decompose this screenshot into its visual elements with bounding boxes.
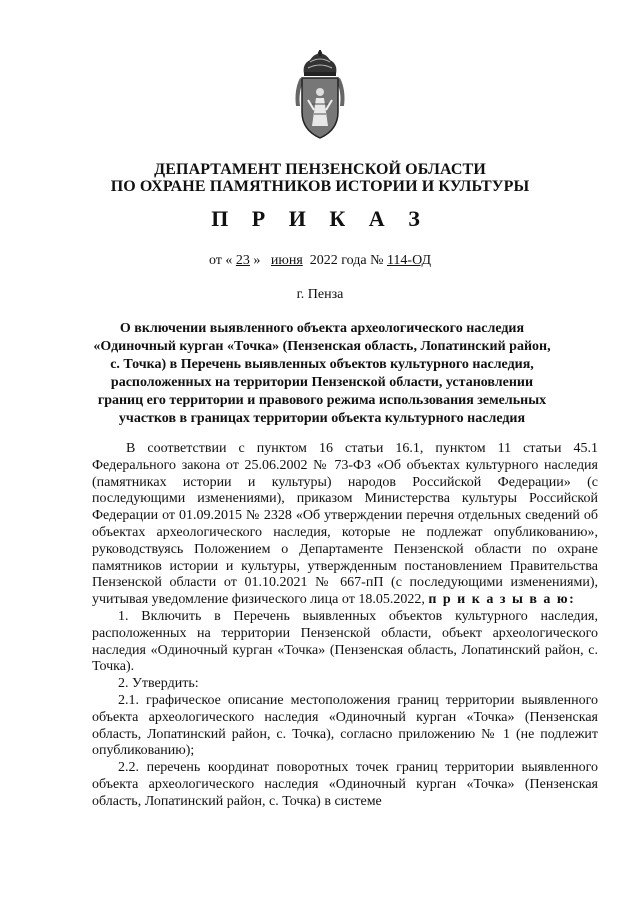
date-day: 23 bbox=[235, 253, 250, 268]
city-name: г. Пенза bbox=[296, 287, 344, 302]
department-name-line2: ПО ОХРАНЕ ПАМЯТНИКОВ ИСТОРИИ И КУЛЬТУРЫ bbox=[110, 178, 530, 195]
order-item-2: 2. Утвердить: bbox=[118, 676, 199, 692]
preamble-paragraph bbox=[92, 441, 598, 609]
coat-of-arms-emblem bbox=[290, 50, 350, 146]
date-year: 2022 года № bbox=[309, 253, 384, 268]
order-item-2-2: 2.2. перечень координат поворотных точек границ территории выявленного объекта археологического наследия «Одиночный курган «Точка» (Пензенская область, Лопатинский район, с. Точка) в системе bbox=[92, 760, 598, 809]
order-number: 114-ОД bbox=[386, 253, 432, 268]
preamble-text: В соответствии с пунктом 16 статьи 16.1, пунктом 11 статьи 45.1 Федерального закона от 25.06.2002 № 73-ФЗ «Об объектах культурного наследия (памятниках истории и культуры) народов Российской Федерации» (с последующими изменениями), приказом Министерства культуры Российской Федерации от 01.09.2015 № 2328 «Об утверждении перечня отдельных сведений об объектах археологического наследия, которые не подлежат опубликованию», руководствуясь Положением о Департаменте Пензенской области по охране памятников истории и культуры, утвержденным постановлением Правительства Пензенской области от 01.10.2021 № 667-пП (с последующими изменениями), учитывая уведомление физического лица от 18.05.2022, bbox=[92, 441, 598, 608]
order-subject: О включении выявленного объекта археологического наследия «Одиночный курган «Точка» (Пензенская область, Лопатинский район, с. Точка) в Перечень выявленных объектов культурного наследия, расположенных на территории Пензенской области, установлении границ его территории и правового режима использования земельных участков в границах территории объекта культурного наследия bbox=[93, 321, 551, 426]
date-number-line bbox=[0, 253, 640, 269]
department-name-line1: ДЕПАРТАМЕНТ ПЕНЗЕНСКОЙ ОБЛАСТИ bbox=[154, 161, 486, 178]
date-month: июня bbox=[270, 253, 303, 268]
date-mid: » bbox=[253, 253, 261, 268]
order-item-1: 1. Включить в Перечень выявленных объектов культурного наследия, расположенных на территории Пензенской области, объект археологического наследия «Одиночный курган «Точка» (Пензенская область, Лопатинский район, с. Точка). bbox=[92, 608, 598, 675]
order-item-2-1: 2.1. графическое описание местоположения границ территории выявленного объекта археологического наследия «Одиночный курган «Точка» (Пензенская область, Лопатинский район, с. Точка), согласно приложению № 1 (не подлежит опубликованию); bbox=[92, 692, 598, 759]
document-type-title: П Р И К А З bbox=[211, 206, 429, 231]
date-prefix: от « bbox=[208, 253, 233, 268]
order-keyword: п р и к а з ы в а ю: bbox=[428, 592, 576, 608]
order-body bbox=[92, 441, 598, 811]
